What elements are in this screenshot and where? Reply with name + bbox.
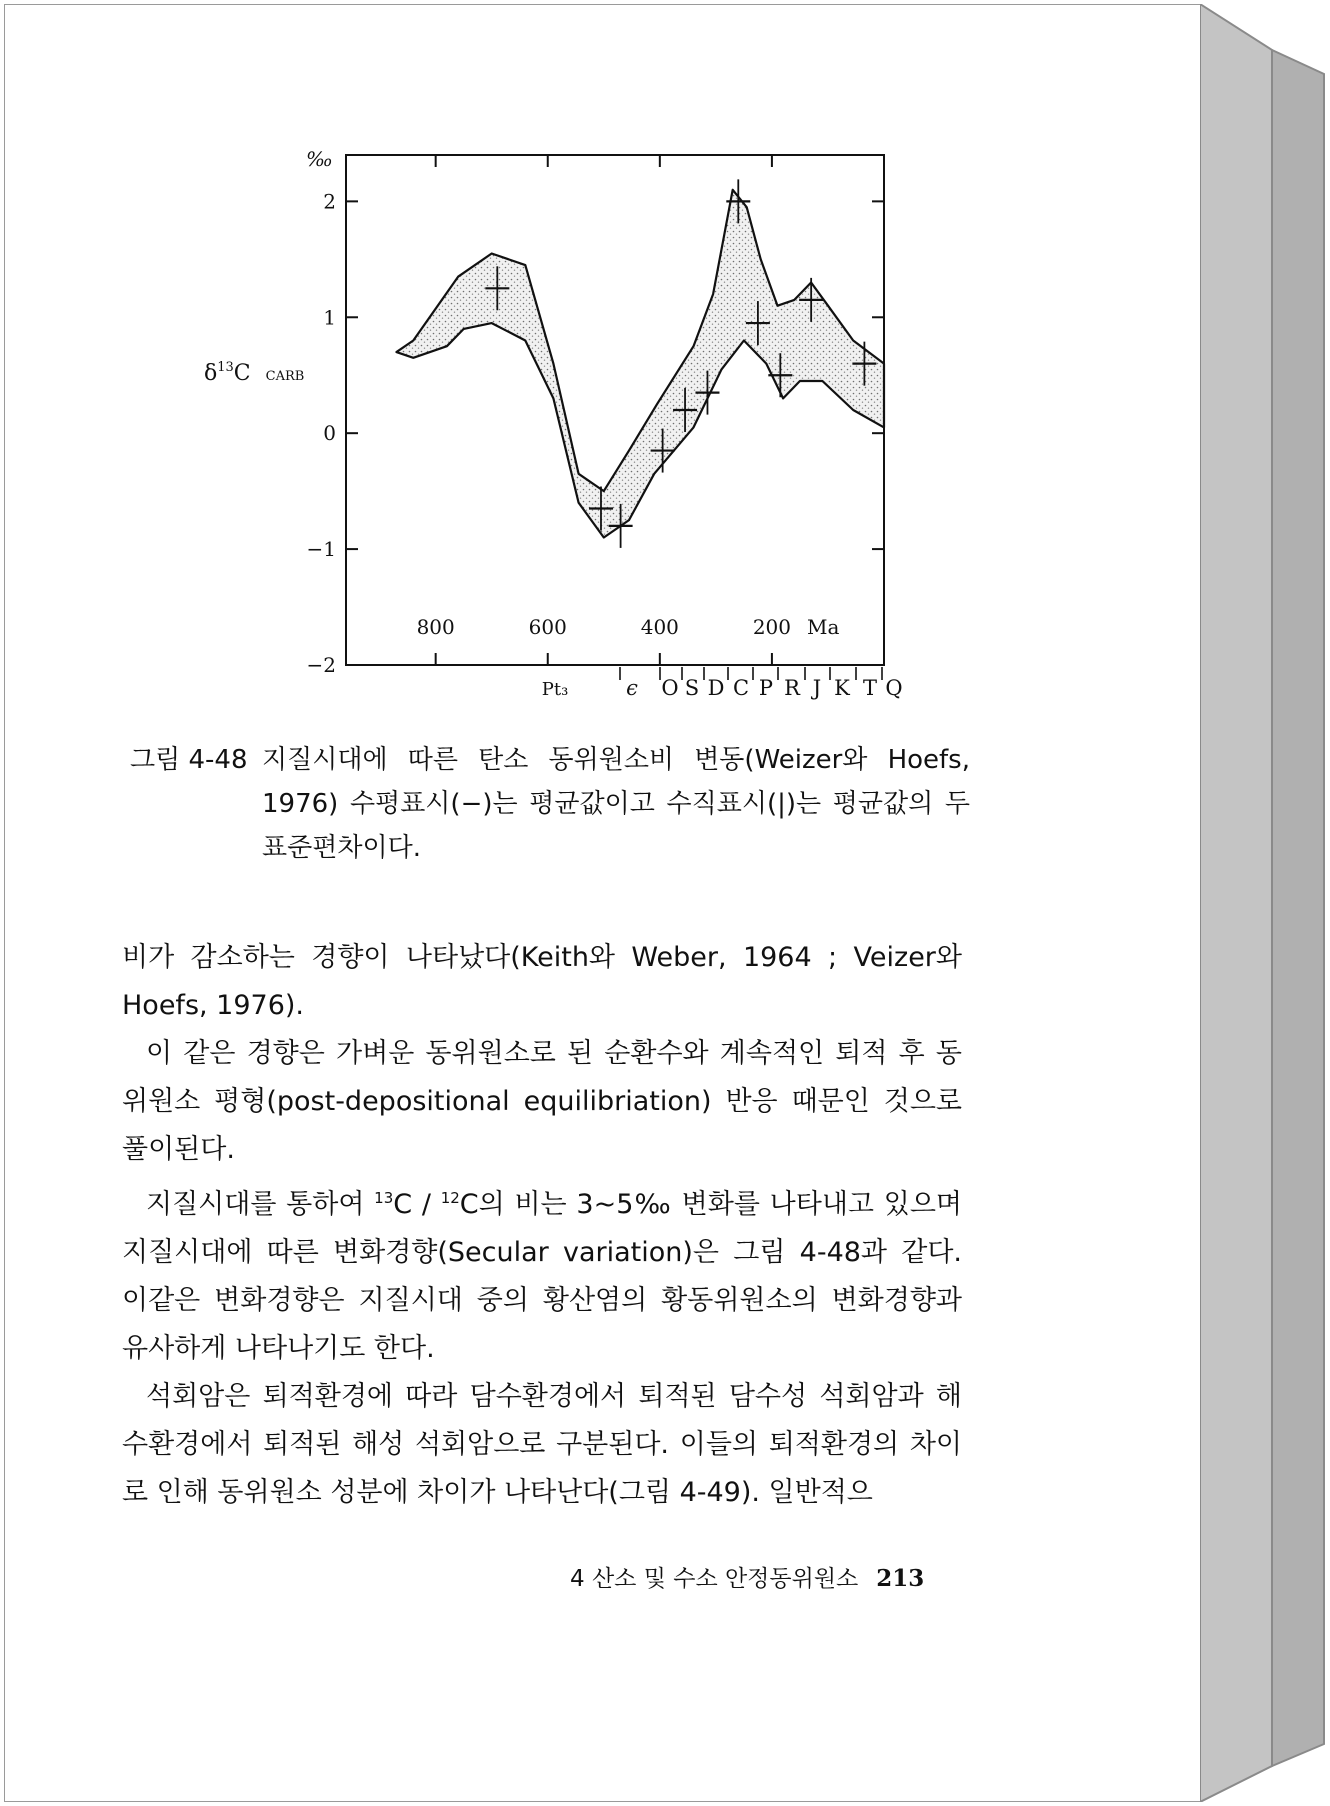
period-label: S xyxy=(684,676,700,700)
body-text xyxy=(122,934,962,1517)
page-footer xyxy=(570,1560,990,1593)
period-label: R xyxy=(784,676,800,700)
y-unit-label: ‰ xyxy=(306,147,333,171)
x-tick-label: 600 xyxy=(528,615,567,639)
y-tick-label: 1 xyxy=(323,305,336,330)
x-unit-label: Ma xyxy=(807,615,840,639)
y-tick-label: 0 xyxy=(323,421,336,446)
y-axis-label: $\delta^{13}C$ CARB xyxy=(204,360,305,386)
plot-frame xyxy=(346,155,884,665)
caption-number: 그림 4-48 xyxy=(130,745,248,775)
period-label: K xyxy=(834,676,850,700)
variation-band xyxy=(396,190,884,538)
period-label: Pt₃ xyxy=(541,679,569,700)
chapter-title: 4 산소 및 수소 안정동위원소 xyxy=(570,1566,859,1592)
period-label: O xyxy=(661,676,679,700)
x-tick-label: 400 xyxy=(640,615,679,639)
period-label: D xyxy=(707,676,725,700)
y-tick-label: −1 xyxy=(306,537,336,562)
y-tick-label: 2 xyxy=(323,189,336,214)
y-tick-label: −2 xyxy=(306,653,336,677)
period-label: P xyxy=(758,676,774,700)
paragraph-4: 석회암은 퇴적환경에 따라 담수환경에서 퇴적된 담수성 석회암과 해수환경에서 퇴적된 해성 석회암으로 구분된다. 이들의 퇴적환경의 차이로 인해 동위원소 성분에 차이가 나타난다(그림 4-49). 일반적으 xyxy=(122,1381,962,1508)
paragraph-2: 이 같은 경향은 가벼운 동위원소로 된 순환수와 계속적인 퇴적 후 동위원소 평형(post-depositional equilibriation) 반응 때문인 것으로 풀이된다. xyxy=(122,1038,962,1165)
period-label: C xyxy=(732,676,750,700)
x-tick-label: 200 xyxy=(752,615,792,639)
x-tick-label: 800 xyxy=(416,615,455,639)
carbon-isotope-figure xyxy=(180,140,940,700)
book-spine-edge xyxy=(1200,4,1326,1802)
period-label: J xyxy=(812,676,822,700)
caption-text: 지질시대에 따른 탄소 동위원소비 변동(Weizer와 Hoefs, 1976) 수평표시(−)는 평균값이고 수직표시(|)는 평균값의 두 표준편차이다. xyxy=(262,745,970,863)
period-label: T xyxy=(862,676,878,700)
period-label: Q xyxy=(885,676,903,700)
period-label: ϵ xyxy=(626,676,638,700)
page-number: 213 xyxy=(876,1565,925,1592)
paragraph-3: 지질시대를 통하여 $^{13}$C / $^{12}$C의 비는 3~5‰ 변화를 나타내고 있으며 지질시대에 따른 변화경향(Secular variation)은 그림 4-48과 같다. 이같은 변화경향은 지질시대 중의 황산염의 황동위원소의 변화경향과 유사하게 나타나기도 한다. xyxy=(122,1189,962,1364)
paragraph-1: 비가 감소하는 경향이 나타났다(Keith와 Weber, 1964 ; Veizer와 Hoefs, 1976). xyxy=(122,942,962,1021)
